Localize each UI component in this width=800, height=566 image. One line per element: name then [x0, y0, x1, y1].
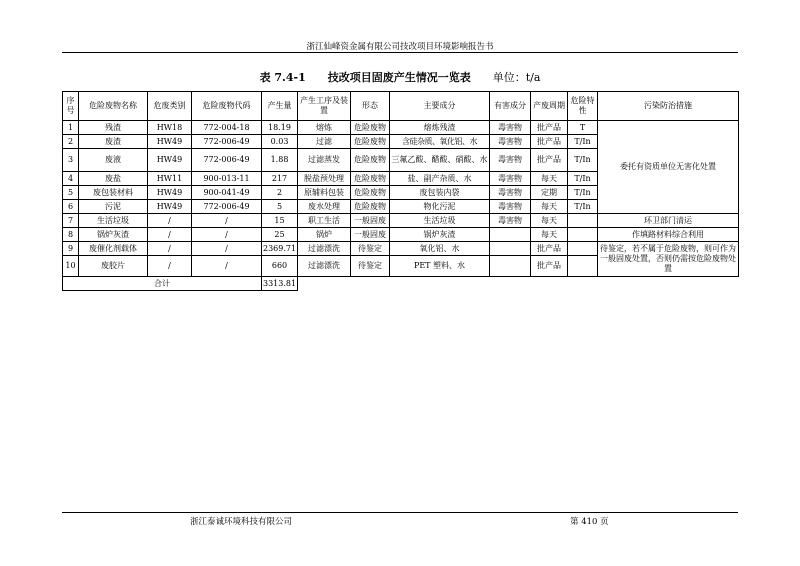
cell: 5	[262, 200, 298, 214]
cell: 氧化铝、水	[390, 242, 490, 256]
cell: 毒害物	[490, 149, 531, 172]
table-row	[63, 242, 739, 256]
cell: 锅炉灰渣	[79, 228, 148, 242]
cell: PET 塑料、水	[390, 256, 490, 277]
cell: 过滤蒸发	[298, 149, 351, 172]
cell: 批产品	[531, 149, 568, 172]
cell: 772-006-49	[192, 200, 262, 214]
col-header: 形态	[351, 92, 390, 121]
header-rule	[62, 52, 738, 53]
cell: HW49	[148, 149, 192, 172]
cell: 3	[63, 149, 79, 172]
col-header: 主要成分	[390, 92, 490, 121]
cell: 772-006-49	[192, 135, 262, 149]
cell: 职工生活	[298, 214, 351, 228]
cell: 一般固废	[351, 214, 390, 228]
cell: /	[192, 256, 262, 277]
cell: 7	[63, 214, 79, 228]
cell: T/In	[568, 172, 598, 186]
cell: 废包装材料	[79, 186, 148, 200]
cell: 生活垃圾	[390, 214, 490, 228]
cell: 废胶片	[79, 256, 148, 277]
cell: 待鉴定	[351, 256, 390, 277]
cell: 危险废物	[351, 135, 390, 149]
cell: 一般固废	[351, 228, 390, 242]
table-title-main: 表 7.4-1 技改项目固废产生情况一览表	[259, 71, 471, 84]
solid-waste-table	[62, 91, 739, 291]
cell: HW49	[148, 200, 192, 214]
cell: 批产品	[531, 135, 568, 149]
cell: /	[192, 228, 262, 242]
cell: 1.88	[262, 149, 298, 172]
cell: HW49	[148, 186, 192, 200]
cell: 毒害物	[490, 135, 531, 149]
measure-row7: 环卫部门清运	[598, 214, 739, 228]
cell: 残渣	[79, 121, 148, 135]
cell: 物化污泥	[390, 200, 490, 214]
cell: 772-006-49	[192, 149, 262, 172]
cell: 6	[63, 200, 79, 214]
cell	[568, 214, 598, 228]
table-total-row	[63, 277, 739, 291]
cell	[568, 256, 598, 277]
cell: 217	[262, 172, 298, 186]
cell: /	[148, 242, 192, 256]
cell: 2	[262, 186, 298, 200]
cell: 每天	[531, 172, 568, 186]
cell: 三氟乙酸、醋酸、硝酸、水	[390, 149, 490, 172]
col-header: 危险废物名称	[79, 92, 148, 121]
col-header: 产生量	[262, 92, 298, 121]
cell: 定期	[531, 186, 568, 200]
cell: 10	[63, 256, 79, 277]
cell: HW49	[148, 135, 192, 149]
cell: 每天	[531, 214, 568, 228]
cell: 废盐	[79, 172, 148, 186]
col-header: 序号	[63, 92, 79, 121]
cell	[490, 228, 531, 242]
table-title-unit: 单位：t/a	[492, 71, 541, 84]
col-header: 危险特性	[568, 92, 598, 121]
cell	[490, 242, 531, 256]
cell: 8	[63, 228, 79, 242]
cell: 毒害物	[490, 186, 531, 200]
col-header: 污染防治措施	[598, 92, 739, 121]
measure-row8: 作填路材料综合利用	[598, 228, 739, 242]
cell: 2369.71	[262, 242, 298, 256]
col-header: 产废周期	[531, 92, 568, 121]
cell	[568, 242, 598, 256]
cell: 生活垃圾	[79, 214, 148, 228]
col-header: 产生工序及装置	[298, 92, 351, 121]
measure-row9-10: 待鉴定，若不属于危险废物，则可作为一般固废处置，否则仍需按危险废物处置	[598, 242, 739, 277]
running-header: 浙江仙峰资金属有限公司技改项目环境影响报告书	[306, 42, 494, 52]
cell: 原辅料包装	[298, 186, 351, 200]
cell: 批产品	[531, 121, 568, 135]
cell: 0.03	[262, 135, 298, 149]
col-header: 危废类别	[148, 92, 192, 121]
cell: 4	[63, 172, 79, 186]
cell: 9	[63, 242, 79, 256]
cell: 过滤漂洗	[298, 242, 351, 256]
cell: 毒害物	[490, 214, 531, 228]
total-blank	[298, 277, 739, 291]
cell: 锅炉	[298, 228, 351, 242]
cell: 污泥	[79, 200, 148, 214]
cell: 待鉴定	[351, 242, 390, 256]
cell: 每天	[531, 200, 568, 214]
table-row	[63, 228, 739, 242]
cell: 废液	[79, 149, 148, 172]
cell: 危险废物	[351, 186, 390, 200]
table-title	[62, 69, 738, 85]
table-row	[63, 214, 739, 228]
cell: 废水处理	[298, 200, 351, 214]
cell: 2	[63, 135, 79, 149]
cell: 每天	[531, 228, 568, 242]
cell: T	[568, 121, 598, 135]
page-number: 第 410 页	[570, 517, 609, 527]
footer-company: 浙江泰诚环境科技有限公司	[190, 517, 293, 527]
cell: 过滤漂洗	[298, 256, 351, 277]
cell: T/In	[568, 200, 598, 214]
cell: 危险废物	[351, 149, 390, 172]
cell: 毒害物	[490, 121, 531, 135]
cell: 脱盐预处理	[298, 172, 351, 186]
cell: T/In	[568, 186, 598, 200]
cell: 15	[262, 214, 298, 228]
col-header: 有害成分	[490, 92, 531, 121]
cell: 危险废物	[351, 121, 390, 135]
col-header: 危险废物代码	[192, 92, 262, 121]
cell: 过滤	[298, 135, 351, 149]
cell: /	[148, 214, 192, 228]
cell	[490, 256, 531, 277]
cell: 废渣	[79, 135, 148, 149]
total-label: 合计	[63, 277, 262, 291]
cell: /	[148, 256, 192, 277]
cell: 熔炼残渣	[390, 121, 490, 135]
cell: T/In	[568, 135, 598, 149]
cell: 18.19	[262, 121, 298, 135]
cell: 25	[262, 228, 298, 242]
cell: 熔炼	[298, 121, 351, 135]
cell: 660	[262, 256, 298, 277]
cell: 1	[63, 121, 79, 135]
cell: 批产品	[531, 256, 568, 277]
cell: 毒害物	[490, 172, 531, 186]
cell: 772-004-18	[192, 121, 262, 135]
measure-hazardous: 委托有资质单位无害化处置	[598, 121, 739, 214]
cell: 含硅杂质、氧化铝、水	[390, 135, 490, 149]
cell: /	[192, 242, 262, 256]
cell: 批产品	[531, 242, 568, 256]
footer-rule	[62, 512, 738, 513]
cell: 5	[63, 186, 79, 200]
cell: HW11	[148, 172, 192, 186]
cell: /	[192, 214, 262, 228]
cell: /	[148, 228, 192, 242]
cell: 900-041-49	[192, 186, 262, 200]
cell: 危险废物	[351, 200, 390, 214]
cell: 废催化剂载体	[79, 242, 148, 256]
cell	[568, 228, 598, 242]
table-header-row	[63, 92, 739, 121]
table-row	[63, 121, 739, 135]
cell: HW18	[148, 121, 192, 135]
cell: 900-013-11	[192, 172, 262, 186]
cell: 锅炉灰渣	[390, 228, 490, 242]
cell: 毒害物	[490, 200, 531, 214]
cell: 盐、副产杂质、水	[390, 172, 490, 186]
cell: T/In	[568, 149, 598, 172]
total-value: 3313.81	[262, 277, 298, 291]
cell: 废包装内袋	[390, 186, 490, 200]
cell: 危险废物	[351, 172, 390, 186]
